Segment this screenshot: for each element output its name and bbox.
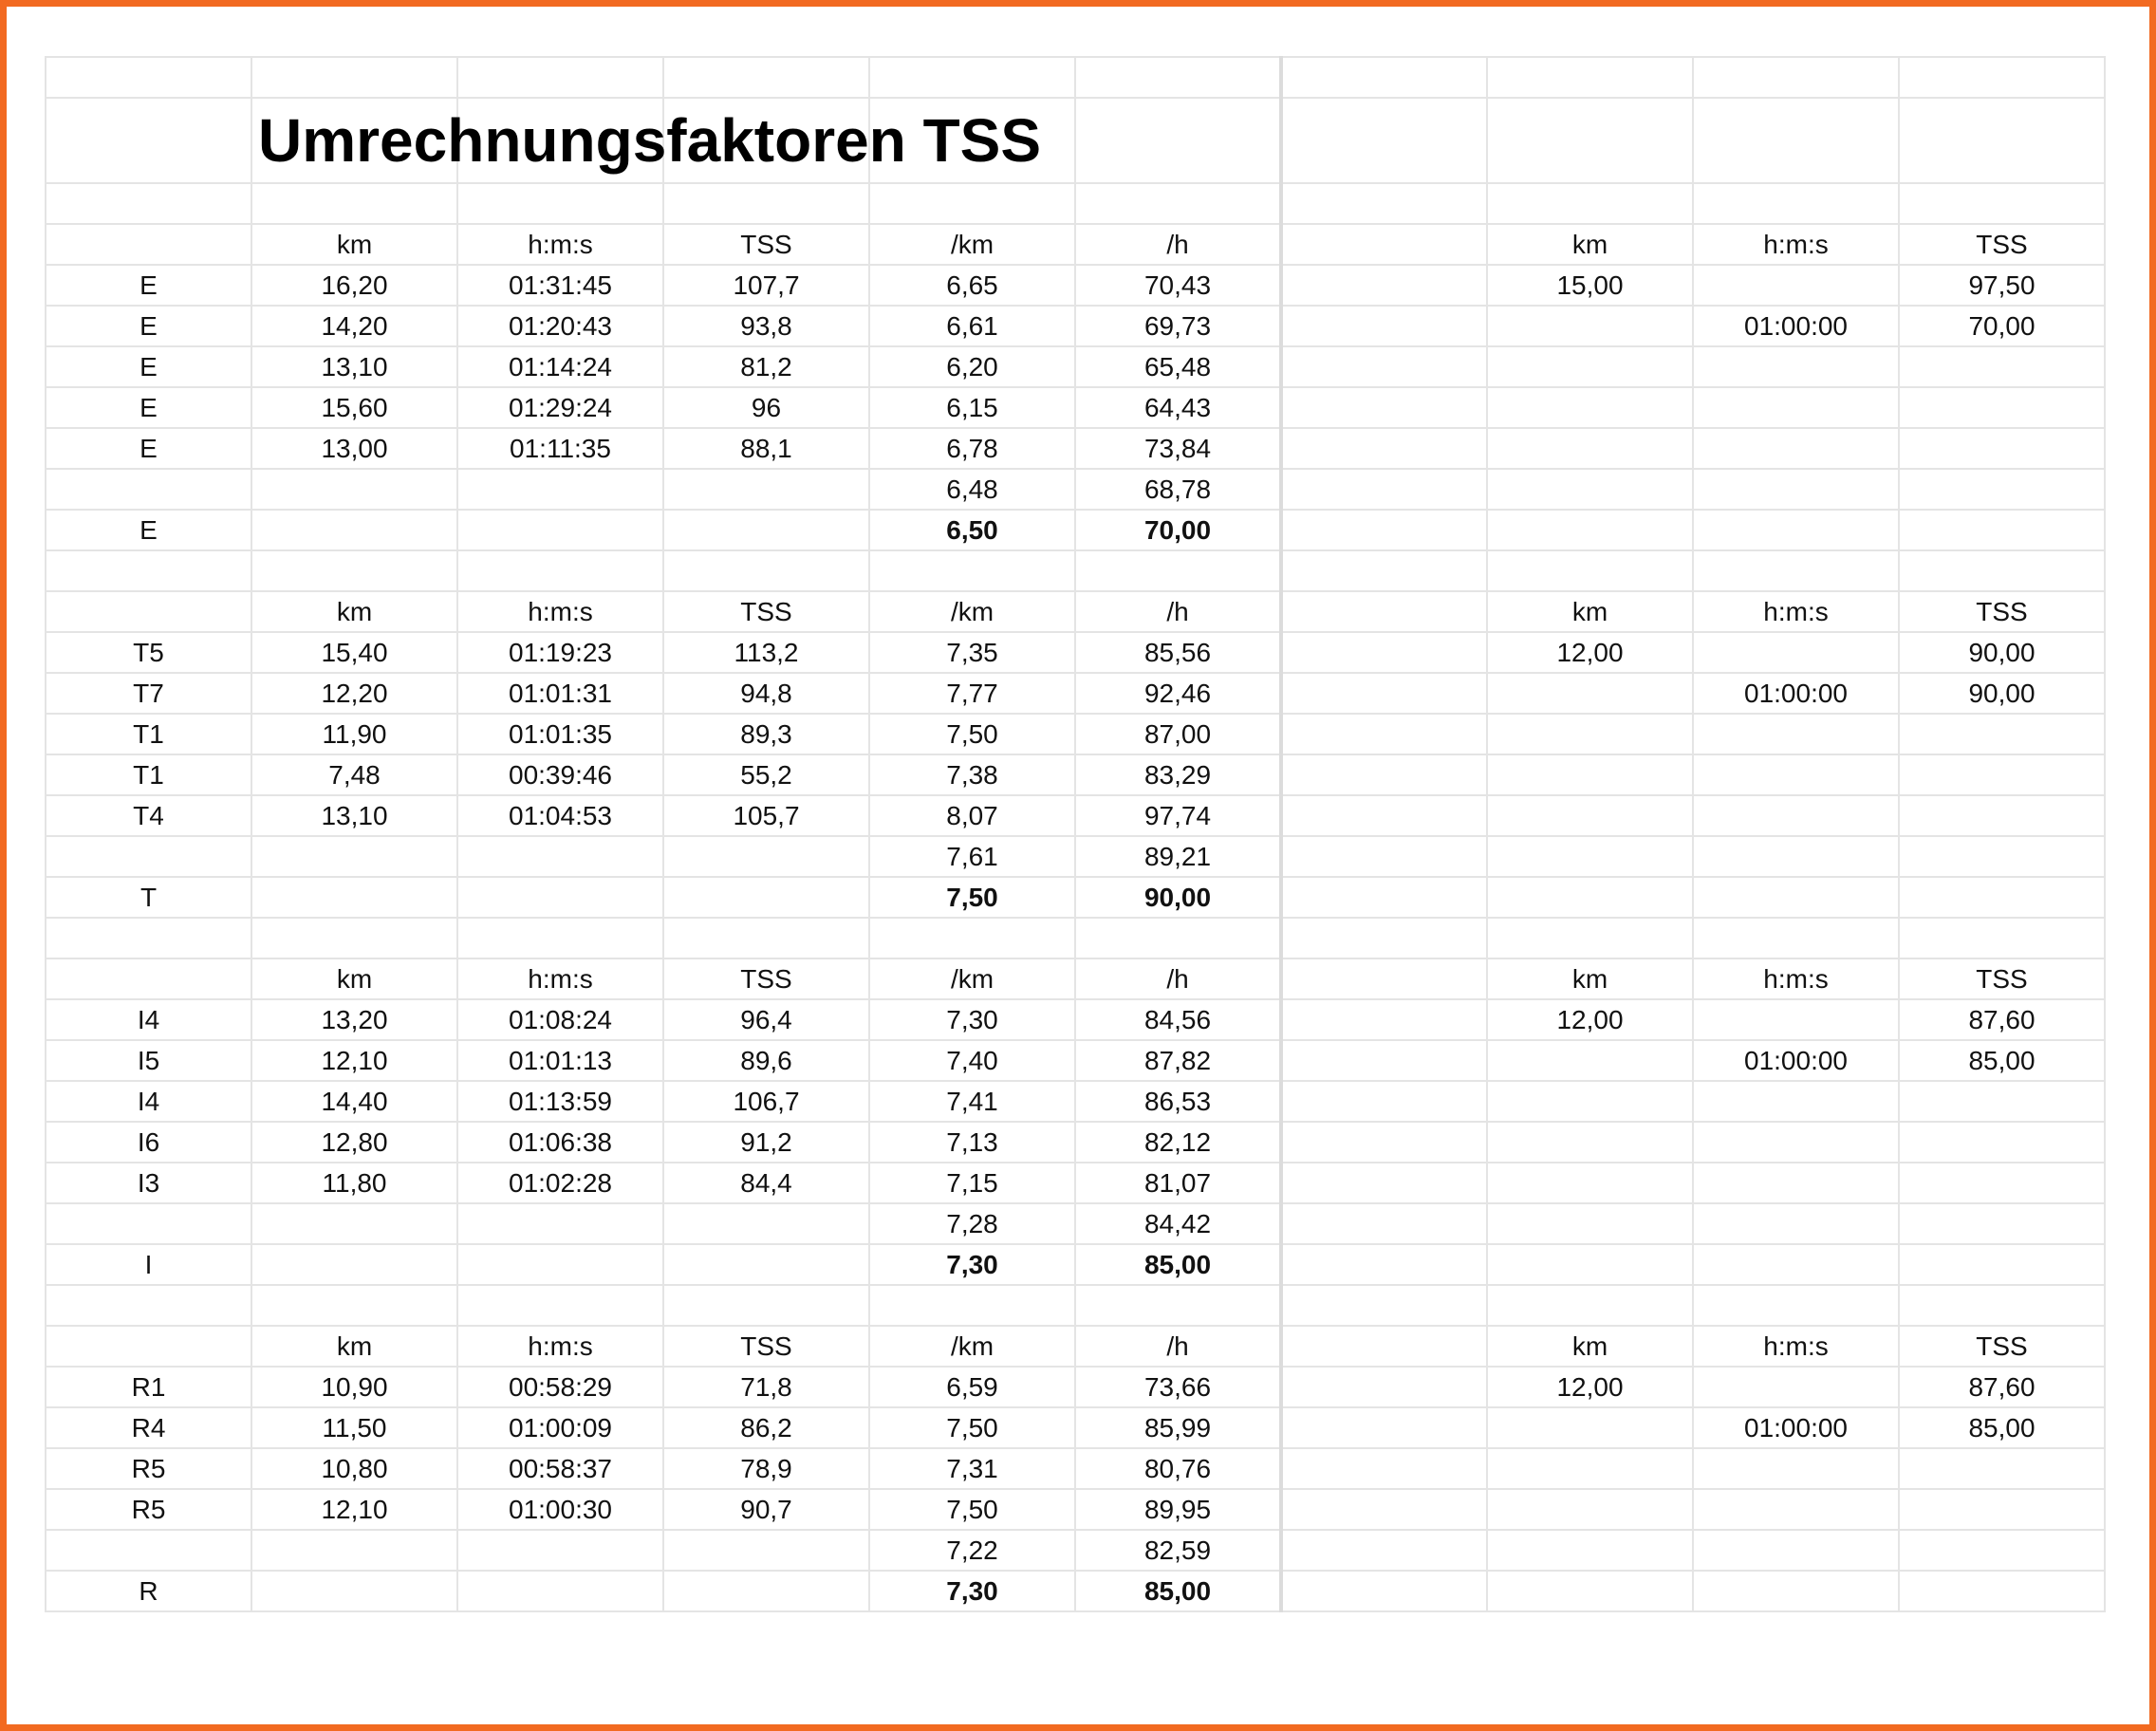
per-h-cell: 73,66 [1075,1367,1281,1407]
tss-conversion-sheet [45,56,2106,1612]
per-km-cell: 7,50 [869,1407,1075,1448]
table-row [46,387,2105,428]
time-cell: 00:58:37 [457,1448,663,1489]
row-label: E [46,428,251,469]
result-label: I [46,1244,251,1285]
header-tss-right: TSS [1899,959,2105,999]
right-time-cell [1693,1448,1899,1489]
header-tss: TSS [663,591,869,632]
right-time-cell [1693,714,1899,754]
time-cell: 00:39:46 [457,754,663,795]
row-label: T4 [46,795,251,836]
time-cell: 01:00:30 [457,1489,663,1530]
tss-cell: 81,2 [663,346,869,387]
tss-cell: 96 [663,387,869,428]
per-h-cell: 86,53 [1075,1081,1281,1122]
right-time-cell [1693,387,1899,428]
km-cell: 15,40 [251,632,457,673]
row-label: I4 [46,999,251,1040]
per-km-cell: 6,59 [869,1367,1075,1407]
sheet-title: Umrechnungsfaktoren TSS [251,98,457,183]
right-km-cell [1487,1448,1693,1489]
average-per-h: 84,42 [1075,1203,1281,1244]
per-h-cell: 85,56 [1075,632,1281,673]
km-cell: 11,90 [251,714,457,754]
tss-cell: 105,7 [663,795,869,836]
header-per-km: /km [869,591,1075,632]
right-km-cell: 12,00 [1487,1367,1693,1407]
right-km-cell: 12,00 [1487,632,1693,673]
per-h-cell: 97,74 [1075,795,1281,836]
per-km-cell: 7,77 [869,673,1075,714]
time-cell: 01:11:35 [457,428,663,469]
average-row [46,469,2105,510]
result-per-km: 7,30 [869,1571,1075,1611]
tss-cell: 113,2 [663,632,869,673]
per-km-cell: 7,35 [869,632,1075,673]
row-label: I3 [46,1163,251,1203]
right-km-cell [1487,1407,1693,1448]
row-label: E [46,387,251,428]
header-time: h:m:s [457,591,663,632]
right-tss-cell [1899,346,2105,387]
per-km-cell: 6,20 [869,346,1075,387]
time-cell: 01:19:23 [457,632,663,673]
time-cell: 01:13:59 [457,1081,663,1122]
per-km-cell: 6,78 [869,428,1075,469]
per-h-cell: 81,07 [1075,1163,1281,1203]
row-label: R1 [46,1367,251,1407]
spacer-row [46,1285,2105,1326]
per-h-cell: 89,95 [1075,1489,1281,1530]
header-km-right: km [1487,1326,1693,1367]
time-cell: 01:20:43 [457,306,663,346]
average-per-h: 68,78 [1075,469,1281,510]
right-tss-cell [1899,1163,2105,1203]
header-tss-right: TSS [1899,591,2105,632]
header-per-km: /km [869,959,1075,999]
km-cell: 13,10 [251,346,457,387]
header-time-right: h:m:s [1693,591,1899,632]
table-row [46,1448,2105,1489]
time-cell: 01:04:53 [457,795,663,836]
right-tss-cell [1899,1081,2105,1122]
table-row [46,346,2105,387]
average-row [46,1203,2105,1244]
right-time-cell [1693,428,1899,469]
per-km-cell: 7,38 [869,754,1075,795]
right-km-cell: 15,00 [1487,265,1693,306]
time-cell: 01:01:31 [457,673,663,714]
tss-cell: 94,8 [663,673,869,714]
right-km-cell [1487,673,1693,714]
header-per-km: /km [869,1326,1075,1367]
section-header-row [46,224,2105,265]
right-tss-cell: 70,00 [1899,306,2105,346]
per-h-cell: 84,56 [1075,999,1281,1040]
row-label: R5 [46,1489,251,1530]
right-km-cell [1487,306,1693,346]
right-km-cell [1487,346,1693,387]
row-label: E [46,346,251,387]
right-time-cell: 01:00:00 [1693,306,1899,346]
per-h-cell: 83,29 [1075,754,1281,795]
result-per-h: 85,00 [1075,1571,1281,1611]
result-per-h: 70,00 [1075,510,1281,550]
header-km-right: km [1487,224,1693,265]
per-km-cell: 6,61 [869,306,1075,346]
tss-cell: 84,4 [663,1163,869,1203]
average-per-km: 7,61 [869,836,1075,877]
time-cell: 01:08:24 [457,999,663,1040]
km-cell: 11,80 [251,1163,457,1203]
right-km-cell [1487,1081,1693,1122]
row-label: T1 [46,714,251,754]
right-km-cell [1487,795,1693,836]
km-cell: 13,10 [251,795,457,836]
header-km: km [251,591,457,632]
right-time-cell [1693,999,1899,1040]
right-time-cell: 01:00:00 [1693,1040,1899,1081]
average-per-km: 7,28 [869,1203,1075,1244]
right-tss-cell [1899,1122,2105,1163]
tss-cell: 88,1 [663,428,869,469]
km-cell: 12,10 [251,1489,457,1530]
km-cell: 10,80 [251,1448,457,1489]
right-time-cell: 01:00:00 [1693,673,1899,714]
per-h-cell: 69,73 [1075,306,1281,346]
km-cell: 11,50 [251,1407,457,1448]
right-km-cell [1487,1040,1693,1081]
header-km-right: km [1487,591,1693,632]
tss-cell: 89,3 [663,714,869,754]
table-row [46,1122,2105,1163]
row-label: I6 [46,1122,251,1163]
per-km-cell: 7,50 [869,714,1075,754]
header-time-right: h:m:s [1693,224,1899,265]
right-tss-cell [1899,387,2105,428]
right-time-cell [1693,1489,1899,1530]
header-km: km [251,224,457,265]
km-cell: 14,20 [251,306,457,346]
right-tss-cell [1899,1448,2105,1489]
row-label: R5 [46,1448,251,1489]
time-cell: 00:58:29 [457,1367,663,1407]
right-time-cell [1693,754,1899,795]
right-tss-cell: 90,00 [1899,673,2105,714]
result-label: T [46,877,251,918]
right-tss-cell [1899,714,2105,754]
tss-cell: 89,6 [663,1040,869,1081]
header-time: h:m:s [457,959,663,999]
right-time-cell [1693,1081,1899,1122]
spacer-row [46,550,2105,591]
table-row [46,428,2105,469]
table-row [46,754,2105,795]
tss-cell: 55,2 [663,754,869,795]
right-time-cell: 01:00:00 [1693,1407,1899,1448]
average-per-h: 89,21 [1075,836,1281,877]
per-h-cell: 92,46 [1075,673,1281,714]
tss-cell: 86,2 [663,1407,869,1448]
per-h-cell: 73,84 [1075,428,1281,469]
header-tss: TSS [663,959,869,999]
tss-cell: 96,4 [663,999,869,1040]
km-cell: 7,48 [251,754,457,795]
per-km-cell: 7,50 [869,1489,1075,1530]
right-tss-cell [1899,428,2105,469]
per-km-cell: 7,31 [869,1448,1075,1489]
table-row [46,632,2105,673]
per-h-cell: 64,43 [1075,387,1281,428]
result-per-h: 85,00 [1075,1244,1281,1285]
tss-cell: 91,2 [663,1122,869,1163]
section-header-row [46,959,2105,999]
km-cell: 10,90 [251,1367,457,1407]
header-per-h: /h [1075,224,1281,265]
right-tss-cell [1899,754,2105,795]
per-km-cell: 7,30 [869,999,1075,1040]
per-h-cell: 65,48 [1075,346,1281,387]
result-row [46,1244,2105,1285]
average-per-km: 6,48 [869,469,1075,510]
right-time-cell [1693,1122,1899,1163]
right-time-cell [1693,346,1899,387]
result-per-km: 6,50 [869,510,1075,550]
table-row [46,1040,2105,1081]
row-label: I4 [46,1081,251,1122]
tss-cell: 78,9 [663,1448,869,1489]
km-cell: 12,20 [251,673,457,714]
km-cell: 13,00 [251,428,457,469]
km-cell: 15,60 [251,387,457,428]
average-per-h: 82,59 [1075,1530,1281,1571]
per-h-cell: 85,99 [1075,1407,1281,1448]
right-tss-cell: 85,00 [1899,1040,2105,1081]
title-row [46,98,2105,183]
spacer-row [46,57,2105,98]
per-h-cell: 87,82 [1075,1040,1281,1081]
per-h-cell: 80,76 [1075,1448,1281,1489]
per-km-cell: 7,15 [869,1163,1075,1203]
result-row [46,510,2105,550]
table-row [46,1407,2105,1448]
table-row [46,714,2105,754]
right-time-cell [1693,265,1899,306]
per-km-cell: 7,40 [869,1040,1075,1081]
header-tss: TSS [663,224,869,265]
right-tss-cell: 85,00 [1899,1407,2105,1448]
header-km: km [251,959,457,999]
table-row [46,265,2105,306]
header-tss-right: TSS [1899,1326,2105,1367]
average-row [46,836,2105,877]
per-km-cell: 6,65 [869,265,1075,306]
time-cell: 01:29:24 [457,387,663,428]
right-tss-cell: 87,60 [1899,1367,2105,1407]
header-km-right: km [1487,959,1693,999]
right-km-cell: 12,00 [1487,999,1693,1040]
result-label: R [46,1571,251,1611]
row-label: E [46,265,251,306]
table-row [46,1489,2105,1530]
per-h-cell: 70,43 [1075,265,1281,306]
right-km-cell [1487,754,1693,795]
tss-cell: 90,7 [663,1489,869,1530]
table-row [46,1367,2105,1407]
right-km-cell [1487,387,1693,428]
km-cell: 12,80 [251,1122,457,1163]
time-cell: 01:00:09 [457,1407,663,1448]
spacer-row [46,183,2105,224]
header-per-h: /h [1075,1326,1281,1367]
km-cell: 13,20 [251,999,457,1040]
right-tss-cell [1899,795,2105,836]
spacer-row [46,918,2105,959]
time-cell: 01:01:35 [457,714,663,754]
time-cell: 01:02:28 [457,1163,663,1203]
header-per-km: /km [869,224,1075,265]
tss-cell: 106,7 [663,1081,869,1122]
tss-cell: 107,7 [663,265,869,306]
header-per-h: /h [1075,959,1281,999]
result-per-h: 90,00 [1075,877,1281,918]
row-label: T7 [46,673,251,714]
row-label: I5 [46,1040,251,1081]
per-km-cell: 8,07 [869,795,1075,836]
result-label: E [46,510,251,550]
right-km-cell [1487,1122,1693,1163]
row-label: E [46,306,251,346]
right-km-cell [1487,428,1693,469]
row-label: T1 [46,754,251,795]
row-label: T5 [46,632,251,673]
table-row [46,673,2105,714]
header-tss: TSS [663,1326,869,1367]
average-per-km: 7,22 [869,1530,1075,1571]
section-header-row [46,591,2105,632]
time-cell: 01:01:13 [457,1040,663,1081]
right-time-cell [1693,795,1899,836]
header-time-right: h:m:s [1693,1326,1899,1367]
per-h-cell: 82,12 [1075,1122,1281,1163]
result-per-km: 7,30 [869,1244,1075,1285]
result-row [46,877,2105,918]
per-km-cell: 6,15 [869,387,1075,428]
table-row [46,795,2105,836]
right-tss-cell [1899,1489,2105,1530]
table-row [46,999,2105,1040]
header-tss-right: TSS [1899,224,2105,265]
header-km: km [251,1326,457,1367]
per-km-cell: 7,41 [869,1081,1075,1122]
right-km-cell [1487,1489,1693,1530]
per-km-cell: 7,13 [869,1122,1075,1163]
header-time-right: h:m:s [1693,959,1899,999]
result-row [46,1571,2105,1611]
right-tss-cell: 87,60 [1899,999,2105,1040]
right-km-cell [1487,714,1693,754]
per-h-cell: 87,00 [1075,714,1281,754]
time-cell: 01:06:38 [457,1122,663,1163]
row-label: R4 [46,1407,251,1448]
right-time-cell [1693,632,1899,673]
km-cell: 14,40 [251,1081,457,1122]
table-row [46,306,2105,346]
right-time-cell [1693,1163,1899,1203]
result-per-km: 7,50 [869,877,1075,918]
right-time-cell [1693,1367,1899,1407]
right-tss-cell: 90,00 [1899,632,2105,673]
time-cell: 01:14:24 [457,346,663,387]
header-time: h:m:s [457,1326,663,1367]
table-row [46,1081,2105,1122]
tss-cell: 93,8 [663,306,869,346]
average-row [46,1530,2105,1571]
header-time: h:m:s [457,224,663,265]
table-row [46,1163,2105,1203]
header-per-h: /h [1075,591,1281,632]
right-km-cell [1487,1163,1693,1203]
km-cell: 12,10 [251,1040,457,1081]
section-header-row [46,1326,2105,1367]
right-tss-cell: 97,50 [1899,265,2105,306]
tss-cell: 71,8 [663,1367,869,1407]
km-cell: 16,20 [251,265,457,306]
time-cell: 01:31:45 [457,265,663,306]
